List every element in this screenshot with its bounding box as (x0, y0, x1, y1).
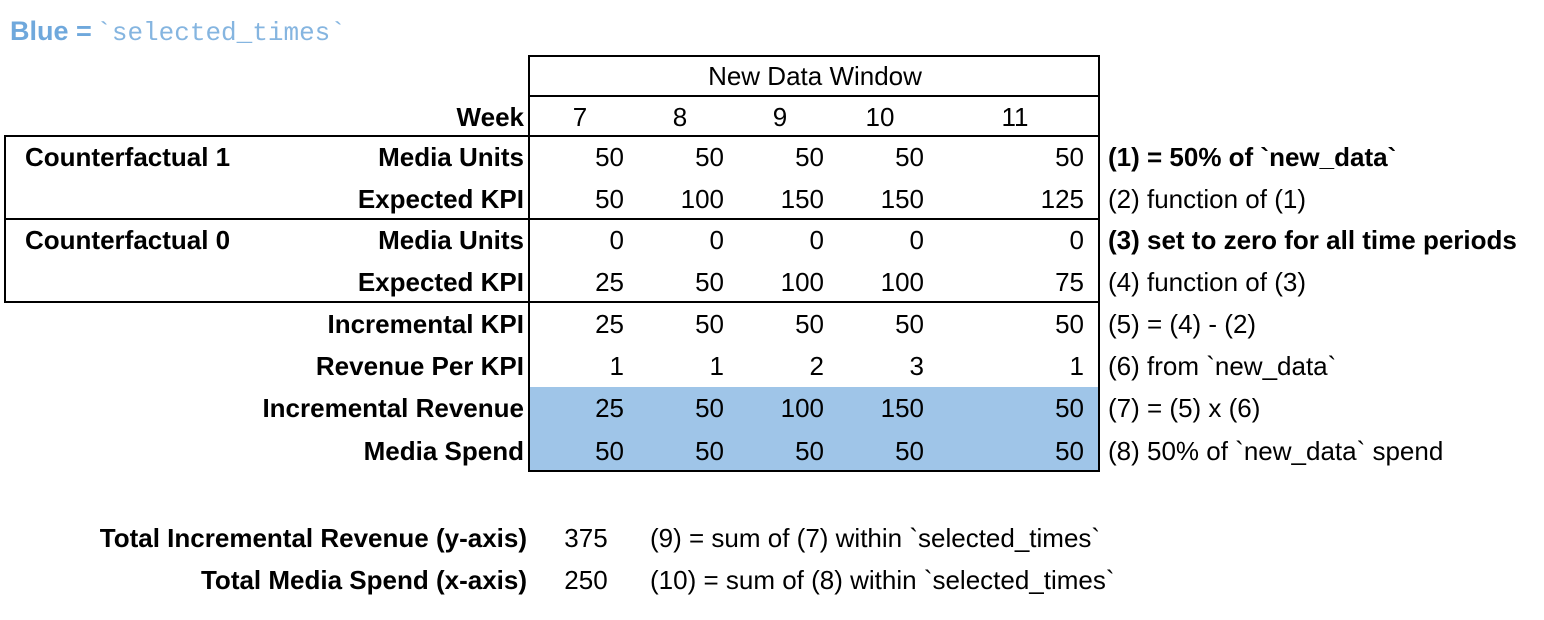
value-cell: 50 (695, 393, 724, 423)
week-col-header: 7 (572, 102, 588, 132)
row-label: Media Units (378, 225, 524, 255)
value-cell: 50 (695, 436, 724, 466)
row-annotation: (4) function of (3) (1108, 267, 1306, 297)
total-annotation: (9) = sum of (7) within `selected_times` (650, 523, 1101, 553)
row-label: Media Units (378, 142, 524, 172)
row-annotation: (3) set to zero for all time periods (1108, 225, 1517, 255)
week-col-header: 8 (672, 102, 688, 132)
total-value: 375 (564, 523, 608, 553)
border-top-data-box (528, 55, 1100, 57)
value-cell: 50 (1055, 309, 1084, 339)
value-cell: 25 (595, 393, 624, 423)
value-cell: 50 (795, 436, 824, 466)
value-cell: 1 (709, 351, 724, 381)
value-cell: 100 (780, 393, 824, 423)
total-value: 250 (564, 565, 608, 595)
legend (10, 16, 346, 48)
value-cell: 0 (809, 225, 824, 255)
value-cell: 50 (895, 309, 924, 339)
value-cell: 100 (780, 267, 824, 297)
value-cell: 1 (609, 351, 624, 381)
row-annotation: (6) from `new_data` (1108, 351, 1337, 381)
legend-code: `selected_times` (96, 18, 346, 48)
value-cell: 50 (795, 142, 824, 172)
row-annotation: (1) = 50% of `new_data` (1108, 142, 1397, 172)
total-annotation: (10) = sum of (8) within `selected_times` (650, 565, 1115, 595)
value-cell: 3 (909, 351, 924, 381)
week-col-header: 10 (865, 102, 895, 132)
value-cell: 150 (880, 393, 924, 423)
border-between-counterfactuals (4, 218, 1100, 220)
border-left-data-box (528, 55, 530, 472)
value-cell: 25 (595, 309, 624, 339)
border-bottom-data-box (528, 470, 1100, 472)
group-label: Counterfactual 0 (25, 225, 231, 255)
border-below-window-header (528, 95, 1100, 97)
value-cell: 125 (1040, 184, 1084, 214)
row-annotation: (8) 50% of `new_data` spend (1108, 436, 1444, 466)
value-cell: 50 (695, 309, 724, 339)
row-label: Incremental KPI (327, 309, 524, 339)
value-cell: 50 (695, 142, 724, 172)
value-cell: 50 (1055, 436, 1084, 466)
value-cell: 50 (1055, 142, 1084, 172)
border-below-week-row (4, 135, 1100, 137)
value-cell: 50 (595, 184, 624, 214)
value-cell: 25 (595, 267, 624, 297)
border-left-label-box (4, 135, 6, 303)
week-col-header: 11 (1001, 102, 1029, 132)
value-cell: 100 (880, 267, 924, 297)
value-cell: 50 (895, 142, 924, 172)
value-cell: 1 (1069, 351, 1084, 381)
row-label: Incremental Revenue (262, 393, 524, 423)
border-below-counterfactual0 (4, 301, 1100, 303)
value-cell: 50 (595, 142, 624, 172)
data-window-header: New Data Window (708, 61, 922, 91)
value-cell: 50 (695, 267, 724, 297)
value-cell: 50 (1055, 393, 1084, 423)
row-annotation: (5) = (4) - (2) (1108, 309, 1257, 339)
value-cell: 2 (809, 351, 824, 381)
row-annotation: (2) function of (1) (1108, 184, 1306, 214)
value-cell: 150 (880, 184, 924, 214)
border-right-data-box (1098, 55, 1100, 472)
value-cell: 100 (680, 184, 724, 214)
total-label: Total Media Spend (x-axis) (200, 565, 527, 595)
week-label: Week (456, 102, 524, 132)
value-cell: 0 (1069, 225, 1084, 255)
total-label: Total Incremental Revenue (y-axis) (99, 523, 527, 553)
value-cell: 50 (595, 436, 624, 466)
value-cell: 0 (609, 225, 624, 255)
row-annotation: (7) = (5) x (6) (1108, 393, 1261, 423)
legend-blue-label: Blue = (10, 16, 92, 46)
value-cell: 50 (895, 436, 924, 466)
value-cell: 75 (1055, 267, 1084, 297)
group-label: Counterfactual 1 (25, 142, 231, 172)
row-label: Expected KPI (357, 184, 524, 214)
value-cell: 0 (909, 225, 924, 255)
row-label: Revenue Per KPI (315, 351, 524, 381)
value-cell: 50 (795, 309, 824, 339)
row-label: Expected KPI (357, 267, 524, 297)
week-col-header: 9 (772, 102, 788, 132)
value-cell: 150 (780, 184, 824, 214)
row-label: Media Spend (363, 436, 524, 466)
value-cell: 0 (709, 225, 724, 255)
